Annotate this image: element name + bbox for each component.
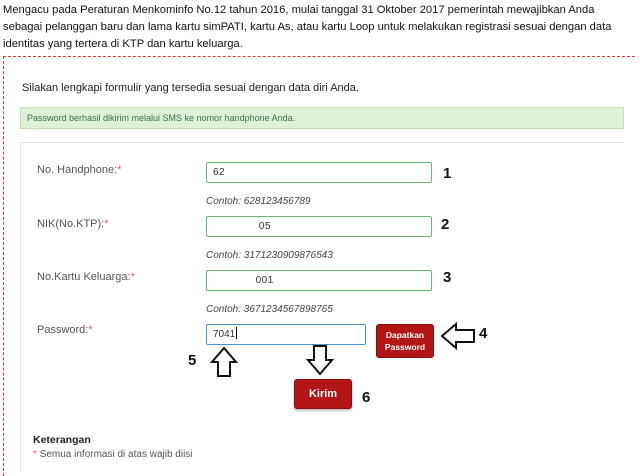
phone-input[interactable]: 62 xyxy=(206,162,432,183)
text-caret xyxy=(236,327,237,339)
kk-label: No.Kartu Keluarga:* xyxy=(37,271,135,283)
submit-button[interactable]: Kirim xyxy=(294,379,352,409)
get-password-button[interactable]: Dapatkan Password xyxy=(376,324,434,358)
nik-input[interactable]: 05 xyxy=(206,216,432,237)
marker-5: 5 xyxy=(188,352,197,369)
notes-item: * Semua informasi di atas wajib diisi xyxy=(33,449,193,460)
kk-input[interactable]: 001 xyxy=(206,270,432,291)
marker-4: 4 xyxy=(479,325,488,342)
phone-hint: Contoh: 628123456789 xyxy=(206,196,311,207)
success-alert: Password berhasil dikirim melalui SMS ke nomor handphone Anda. xyxy=(20,107,624,129)
nik-hint: Contoh: 3171230909876543 xyxy=(206,250,333,261)
marker-6: 6 xyxy=(362,389,371,406)
marker-1: 1 xyxy=(443,165,452,182)
kk-hint: Contoh: 3671234567898765 xyxy=(206,304,333,315)
arrow-up-icon xyxy=(210,346,238,378)
phone-label: No. Handphone:* xyxy=(37,164,122,176)
password-label: Password:* xyxy=(37,324,93,336)
notes-title: Keterangan xyxy=(33,434,91,446)
nik-label: NIK(No.KTP):* xyxy=(37,218,109,230)
password-input[interactable]: 7041 xyxy=(206,324,366,345)
arrow-down-icon xyxy=(306,344,334,376)
form-subtitle: Silakan lengkapi formulir yang tersedia sesuai dengan data diri Anda. xyxy=(22,82,359,94)
marker-2: 2 xyxy=(441,216,450,233)
marker-3: 3 xyxy=(443,269,452,286)
intro-text: Mengacu pada Peraturan Menkominfo No.12 tahun 2016, mulai tanggal 31 Oktober 2017 pemerintah mewajibkan Anda sebagai pelanggan baru dan lama kartu simPATI, kartu As, atau kartu Loop untuk melakukan registrasi sesuai dengan data identitas yang tertera di KTP dan kartu keluarga. xyxy=(3,4,612,50)
arrow-left-icon xyxy=(440,322,476,350)
